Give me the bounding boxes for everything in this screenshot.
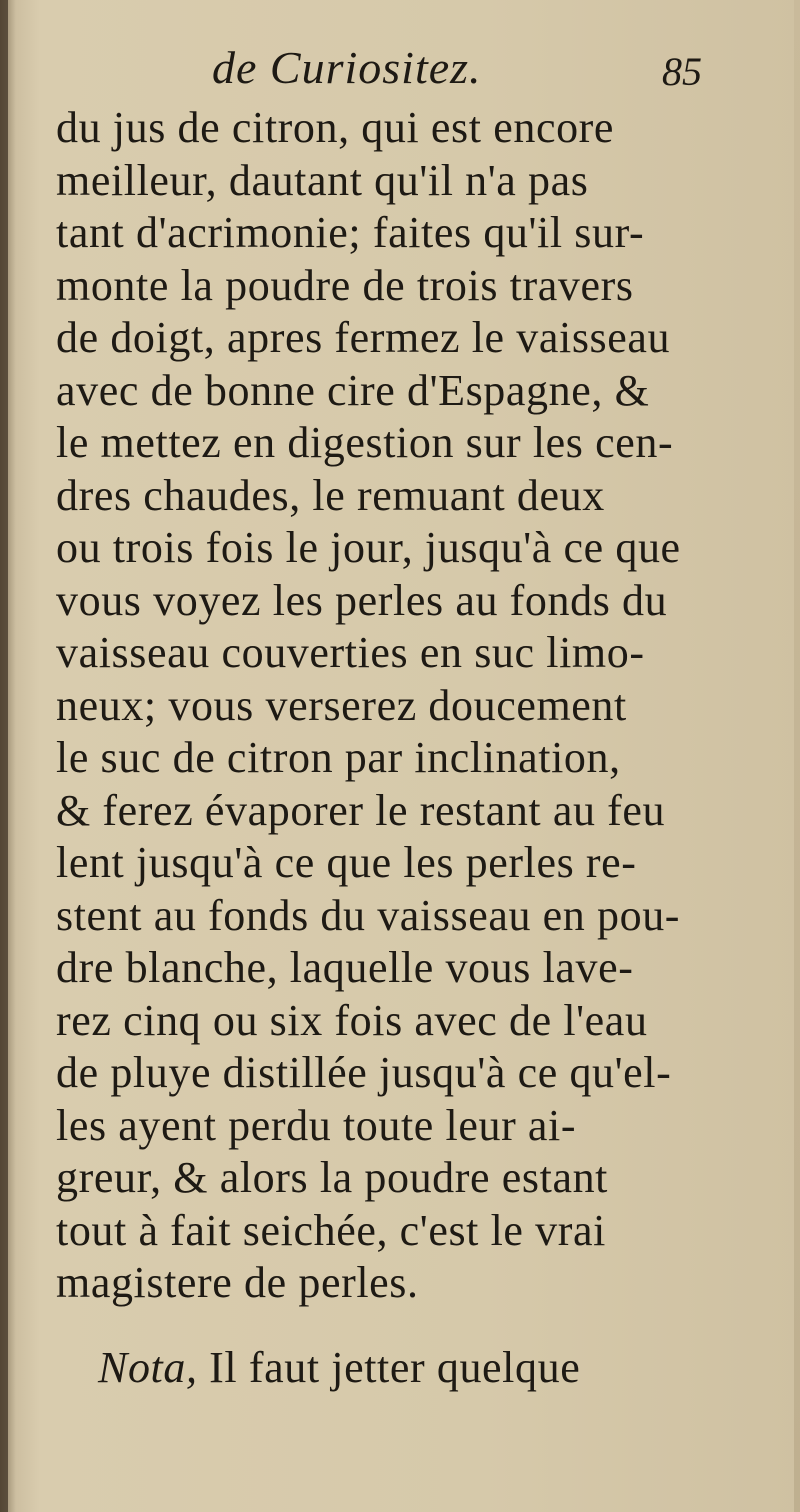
page-edge (794, 0, 800, 1512)
text-line: le mettez en digestion sur les cen- (56, 418, 674, 467)
text-line: les ayent perdu toute leur ai- (56, 1100, 577, 1150)
text-line: dres chaudes, le remuant deux (56, 470, 605, 520)
text-line: le suc de citron par inclination, (56, 733, 621, 782)
text-line: dre blanche, laquelle vous lave- (56, 943, 634, 992)
nota-text: Il faut jetter quelque (197, 1343, 581, 1392)
body-text (56, 102, 716, 1310)
page-number: 85 (662, 49, 702, 94)
text-line: avec de bonne cire d'Espagne, & (56, 365, 650, 415)
text-line: lent jusqu'à ce que les perles re- (56, 838, 637, 887)
text-line: & ferez évaporer le restant au feu (56, 785, 666, 835)
text-line: greur, & alors la poudre estant (56, 1153, 608, 1202)
nota-line (98, 1340, 580, 1396)
text-line: de pluye distillée jusqu'à ce qu'el- (56, 1048, 672, 1097)
text-line: tout à fait seichée, c'est le vrai (56, 1205, 606, 1255)
text-line: monte la poudre de trois travers (56, 260, 634, 310)
text-line: vaisseau couverties en suc limo- (56, 628, 645, 677)
text-line: magistere de perles. (56, 1258, 419, 1307)
running-head: de Curiositez. (212, 42, 482, 93)
text-line: neux; vous verserez doucement (56, 680, 627, 730)
text-line: ou trois fois le jour, jusqu'à ce que (56, 523, 681, 572)
text-line: de doigt, apres fermez le vaisseau (56, 313, 671, 362)
text-line: stent au fonds du vaisseau en pou- (56, 890, 681, 940)
text-line: rez cinq ou six fois avec de l'eau (56, 995, 648, 1045)
gutter-shadow (0, 0, 8, 1512)
text-line: tant d'acrimonie; faites qu'il sur- (56, 208, 645, 257)
nota-label: Nota, (98, 1343, 198, 1392)
text-line: vous voyez les perles au fonds du (56, 575, 668, 625)
text-line: du jus de citron, qui est encore (56, 103, 615, 152)
text-line: meilleur, dautant qu'il n'a pas (56, 155, 589, 205)
